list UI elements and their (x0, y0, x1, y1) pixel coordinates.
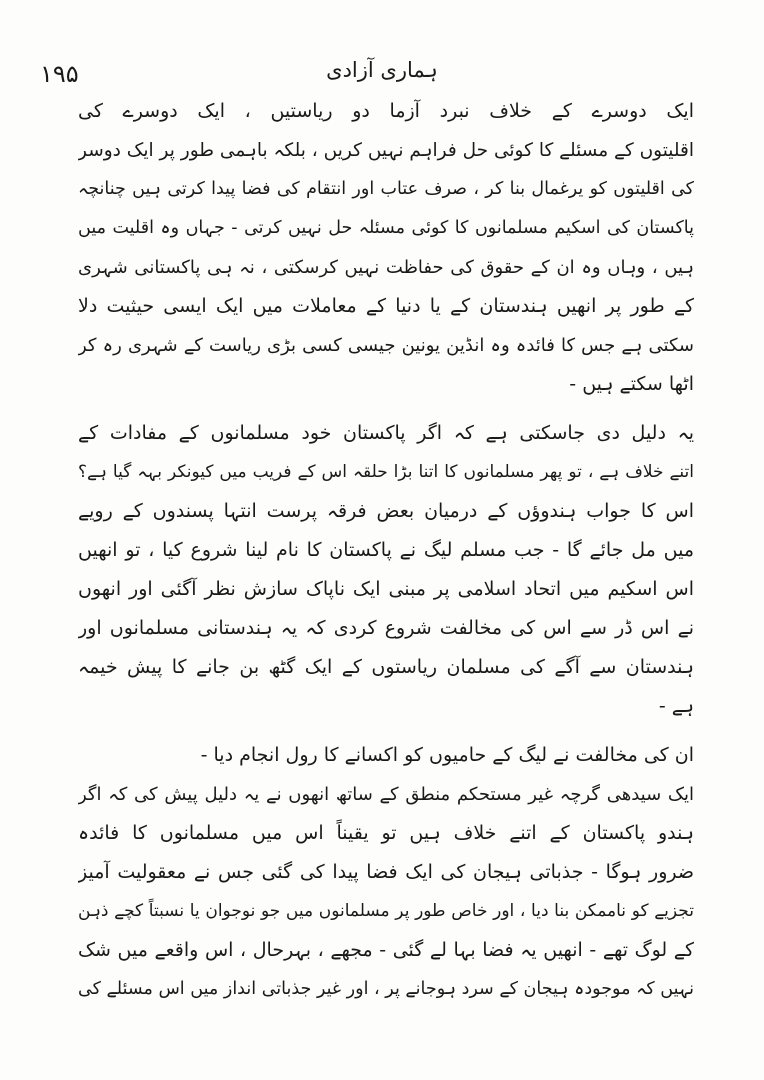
text-line: تجزیے کو ناممکن بنا دیا ، اور خاص طور پر مسلمانوں میں جو نوجوان یا نسبتاً کچے ذہن (78, 901, 694, 921)
paragraph (78, 414, 694, 726)
text-line: یہ دلیل دی جاسکتی ہے کہ اگر پاکستان خود مسلمانوں کے مفادات کے (78, 422, 694, 444)
text-line: سکتی ہے جس کا فائدہ وہ انڈین یونین جیسی کسی بڑی ریاست کے شہری رہ کر (78, 335, 694, 356)
text-line: ہے - (658, 695, 694, 717)
text-line: کے لوگ تھے - انھیں یہ فضا بہا لے گئی - مجھے ، بہرحال ، اس واقعے میں شک (78, 939, 694, 961)
paragraph (78, 736, 694, 1009)
running-head: ہماری آزادی (326, 58, 438, 82)
text-line: ان کی مخالفت نے لیگ کے حامیوں کو اکسانے کا رول انجام دیا - (200, 744, 694, 766)
text-line: اس اسکیم میں اتحاد اسلامی پر مبنی ایک ناپاک سازش نظر آگئی اور انھوں (78, 578, 694, 600)
text-line: کے طور پر انھیں ہندستان کے یا دنیا کے معاملات میں ایک ایسی حیثیت دلا (78, 295, 694, 317)
text-line: ہیں ، وہاں وہ ان کے حقوق کی حفاظت نہیں کرسکتی ، نہ ہی پاکستانی شہری (78, 257, 694, 278)
text-line: ایک سیدھی گرچہ غیر مستحکم منطق کے ساتھ انھوں نے یہ دلیل پیش کی کہ اگر (78, 784, 694, 805)
text-line: میں مل جائے گا - جب مسلم لیگ نے پاکستان کا نام لینا شروع کیا ، تو انھیں (78, 539, 694, 561)
paragraph (78, 92, 694, 404)
text-line: ضرور ہوگا - جذباتی ہیجان کی ایک فضا پیدا کی گئی جس نے معقولیت آمیز (78, 861, 694, 883)
text-line: ہندستان سے آگے کی مسلمان ریاستوں کے ایک گٹھ بن جانے کا پیش خیمہ (78, 656, 694, 678)
text-line: نہیں کہ موجودہ ہیجان کے سرد ہوجانے پر ، اور غیر جذباتی انداز میں اس مسئلے کی (78, 979, 694, 999)
text-line: کی اقلیتوں کو یرغمال بنا کر ، صرف عتاب اور انتقام کی فضا پیدا کرتی ہیں چنانچہ (78, 179, 694, 199)
text-line: اقلیتوں کے مسئلے کا کوئی حل فراہم نہیں کریں ، بلکہ باہمی طور پر ایک دوسر (78, 140, 694, 161)
text-line: ہندو پاکستان کے اتنے خلاف ہیں تو یقیناً اس میں مسلمانوں کا فائدہ (78, 822, 694, 844)
page-number: ۱۹۵ (40, 60, 79, 88)
text-line: نے اس ڈر سے اس کی مخالفت شروع کردی کہ یہ ہندستانی مسلمانوں اور (78, 617, 694, 639)
text-line: ایک دوسرے کے خلاف نبرد آزما دو ریاستیں ، ایک دوسرے کی (78, 100, 694, 122)
body-text (78, 92, 694, 1009)
text-line: اس کا جواب ہندوؤں کے درمیان بعض فرقہ پرست انتہا پسندوں کے رویے (78, 500, 694, 522)
text-line: پاکستان کی اسکیم مسلمانوں کا کوئی مسئلہ حل نہیں کرتی - جہاں وہ اقلیت میں (78, 218, 694, 238)
text-line: اتنے خلاف ہے ، تو پھر مسلمانوں کا اتنا بڑا حلقہ اس کے فریب میں کیونکر بہہ گیا ہے؟ (78, 462, 694, 482)
text-line: اٹھا سکتے ہیں - (569, 373, 694, 395)
